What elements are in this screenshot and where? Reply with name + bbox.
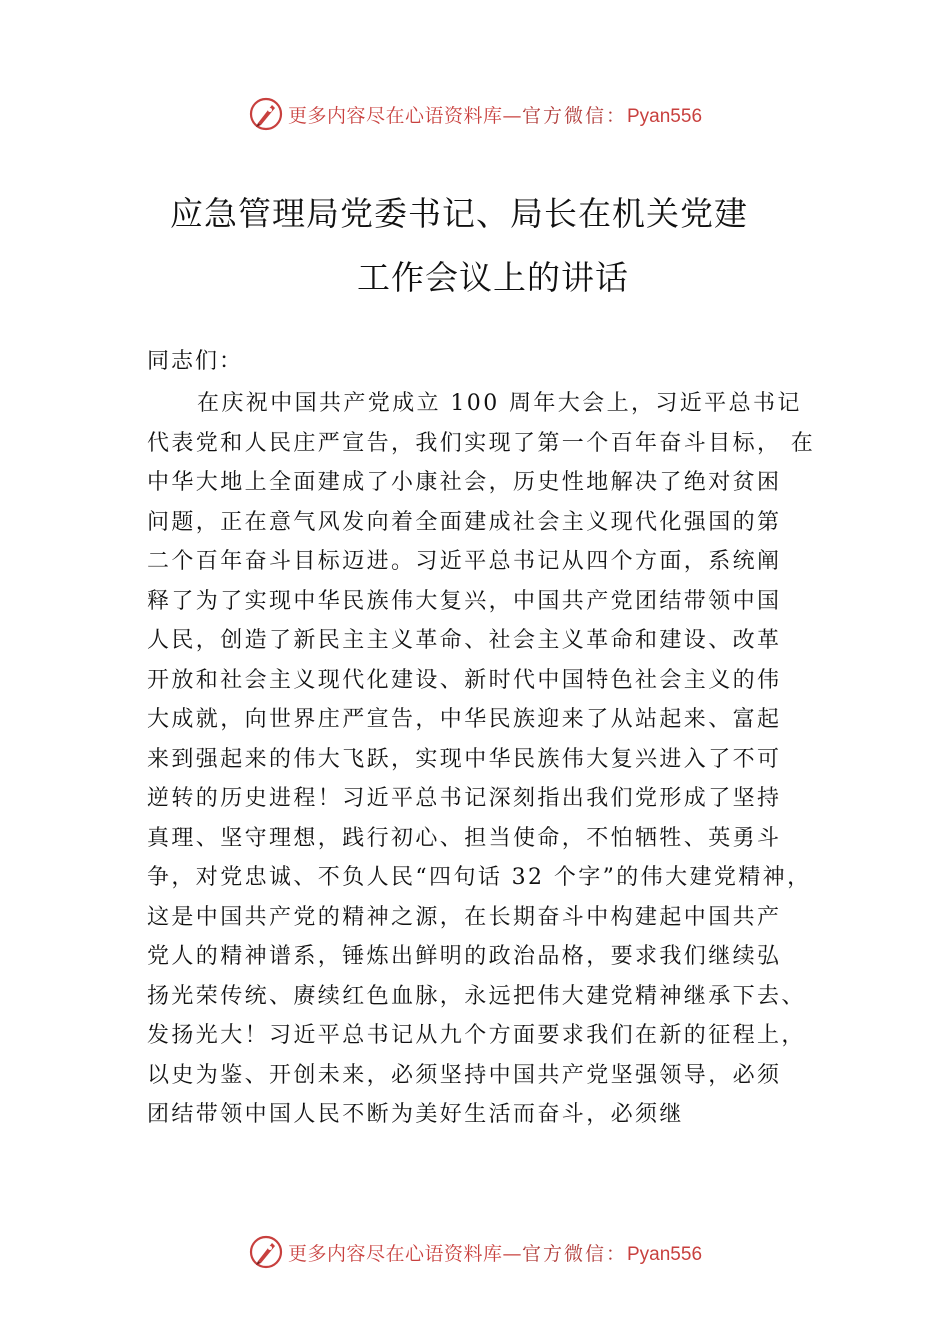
watermark-dash: — bbox=[502, 1242, 522, 1265]
body-line: 人民，创造了新民主主义革命、社会主义革命和建设、改革 bbox=[147, 628, 782, 653]
greeting: 同志们： bbox=[147, 349, 244, 374]
document-title-line-1: 应急管理局党委书记、局长在机关党建 bbox=[170, 194, 748, 233]
body-line: 问题，正在意气风发向着全面建成社会主义现代化强国的第 bbox=[147, 509, 782, 535]
body-line: 大成就，向世界庄严宣告，中华民族迎来了从站起来、富起 bbox=[147, 707, 782, 732]
body-line: 党人的精神谱系，锤炼出鲜明的政治品格，要求我们继续弘 bbox=[147, 944, 782, 969]
watermark-text bbox=[288, 101, 702, 128]
body-line: 代表党和人民庄严宣告，我们实现了第一个百年奋斗目标， 在 bbox=[147, 430, 816, 456]
watermark-dash: — bbox=[502, 104, 522, 127]
document-title-line-2: 工作会议上的讲话 bbox=[357, 258, 629, 297]
header-watermark bbox=[0, 94, 950, 134]
body-line: 中华大地上全面建成了小康社会，历史性地解决了绝对贫困 bbox=[147, 470, 782, 495]
watermark-wechat-label: 官方微信： bbox=[521, 104, 627, 127]
watermark-brand: 更多内容尽在心语资料库 bbox=[287, 104, 503, 127]
pen-quill-logo-icon bbox=[248, 96, 284, 132]
body-line: 释了为了实现中华民族伟大复兴，中国共产党团结带领中国 bbox=[147, 588, 782, 614]
body-line: 团结带领中国人民不断为美好生活而奋斗，必须继 bbox=[147, 1102, 684, 1127]
watermark-wechat-id: Pyan556 bbox=[627, 105, 703, 127]
body-line: 以史为鉴、开创未来，必须坚持中国共产党坚强领导，必须 bbox=[147, 1062, 782, 1088]
watermark-text bbox=[288, 1239, 702, 1266]
body-line: 争，对党忠诚、不负人民“四句话 32 个字”的伟大建党精神， bbox=[147, 865, 812, 890]
footer-watermark bbox=[0, 1232, 950, 1272]
body-line: 逆转的历史进程！习近平总书记深刻指出我们党形成了坚持 bbox=[147, 786, 782, 811]
body-line: 发扬光大！习近平总书记从九个方面要求我们在新的征程上， bbox=[147, 1023, 806, 1048]
watermark-wechat-id: Pyan556 bbox=[627, 1243, 703, 1265]
body-line: 这是中国共产党的精神之源，在长期奋斗中构建起中国共产 bbox=[147, 904, 782, 930]
speech-body bbox=[147, 384, 827, 1135]
body-line: 扬光荣传统、赓续红色血脉，永远把伟大建党精神继承下去、 bbox=[147, 983, 806, 1009]
pen-quill-logo-icon bbox=[248, 1234, 284, 1270]
body-line: 来到强起来的伟大飞跃，实现中华民族伟大复兴进入了不可 bbox=[147, 746, 782, 772]
body-line: 真理、坚守理想，践行初心、担当使命，不怕牺牲、英勇斗 bbox=[147, 825, 782, 851]
watermark-wechat-label: 官方微信： bbox=[521, 1242, 627, 1265]
body-line: 二个百年奋斗目标迈进。习近平总书记从四个方面，系统阐 bbox=[147, 549, 782, 574]
watermark-brand: 更多内容尽在心语资料库 bbox=[287, 1242, 503, 1265]
body-line: 在庆祝中国共产党成立 100 周年大会上，习近平总书记 bbox=[197, 391, 802, 416]
body-line: 开放和社会主义现代化建设、新时代中国特色社会主义的伟 bbox=[147, 667, 782, 693]
